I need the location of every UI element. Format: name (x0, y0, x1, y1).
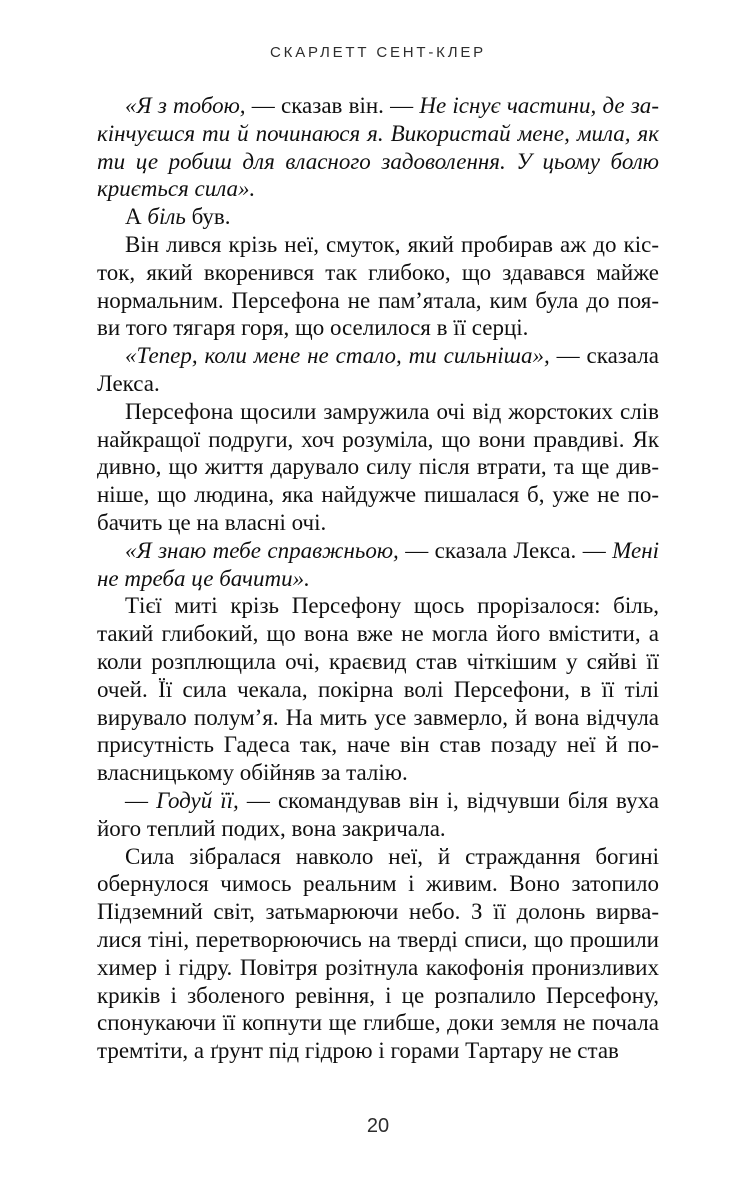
text-run: — сказав він. — (251, 93, 420, 118)
paragraph (97, 342, 659, 398)
paragraph (97, 231, 659, 342)
page-number: 20 (366, 1115, 390, 1137)
text-run: — скомандував він і, відчувши біля вуха його теплий подих, вона закричала. (97, 787, 660, 841)
paragraph (97, 537, 659, 593)
paragraph (97, 843, 659, 1065)
paragraph (97, 398, 659, 537)
italic-run: Годуй її, (156, 787, 239, 813)
text-run: — сказала Лекса. (97, 343, 659, 396)
paragraph (97, 92, 659, 203)
text-run: Сила зібралася навколо неї, й страждання богині обернулося чимось реальним і живим. Воно затопило Підземний світ, затьмарюючи небо. З її долонь вирвалися тіні, перетворюючись на тверді списи, що прошили химер і гідру. Повітря розітнула какофонія пронизливих криків і зболеного ревіння, і це розпалило Персефону, спонукаючи її копнути ще глибше, доки земля не почала тремтіти, а ґрунт під гідрою і горами Тартару не став (97, 843, 659, 1064)
italic-run: Не існує частини, де закінчуєшся ти й починаюся я. Використай мене, мила, як ти це робиш для власного задоволення. У цьому болю криється сила». (97, 93, 659, 202)
text-run: Він лився крізь неї, смуток, який пробирав аж до кісток, який вкоренився так глибоко, що здавався майже нормальним. Персефона не пам’ятала, ким була до появи того тягаря горя, що оселилося в її серці. (97, 231, 659, 341)
italic-run: «Тепер, коли мене не стало, ти сильніша», (125, 343, 557, 369)
text-run: Тієї миті крізь Персефону щось прорізалося: біль, такий глибокий, що вона вже не могла його вмістити, а коли розплющила очі, краєвид став чіткішим у сяйві її очей. Її сила чекала, покірна волі Персефони, в її тілі вирувало полум’я. На мить усе завмерло, й вона відчула присутність Гадеса так, наче він став позаду неї й по-власницькому обійняв за талію. (97, 593, 659, 786)
text-run: Персефона щосили замружила очі від жорстоких слів найкращої подруги, хоч розуміла, що вони правдиві. Як дивно, що життя дарувало силу після втрати, та ще дивніше, що людина, яка найдужче пишалася б, уже не побачить це на власні очі. (97, 398, 659, 535)
italic-run: «Я з тобою, (125, 93, 252, 118)
italic-run: Мені не треба це бачити». (97, 537, 659, 591)
text-run: був. (185, 204, 231, 230)
text-block (97, 92, 659, 1065)
italic-run: «Я знаю тебе справжньою, (125, 537, 406, 563)
paragraph (97, 787, 659, 843)
italic-run: біль (147, 204, 186, 230)
text-run: — сказала Лекса. — (405, 537, 613, 563)
text-run: — (125, 787, 157, 813)
running-header: СКАРЛЕТТ СЕНТ-КЛЕР (270, 44, 486, 61)
text-run: А (125, 204, 148, 230)
paragraph (97, 203, 659, 231)
paragraph (97, 592, 659, 787)
